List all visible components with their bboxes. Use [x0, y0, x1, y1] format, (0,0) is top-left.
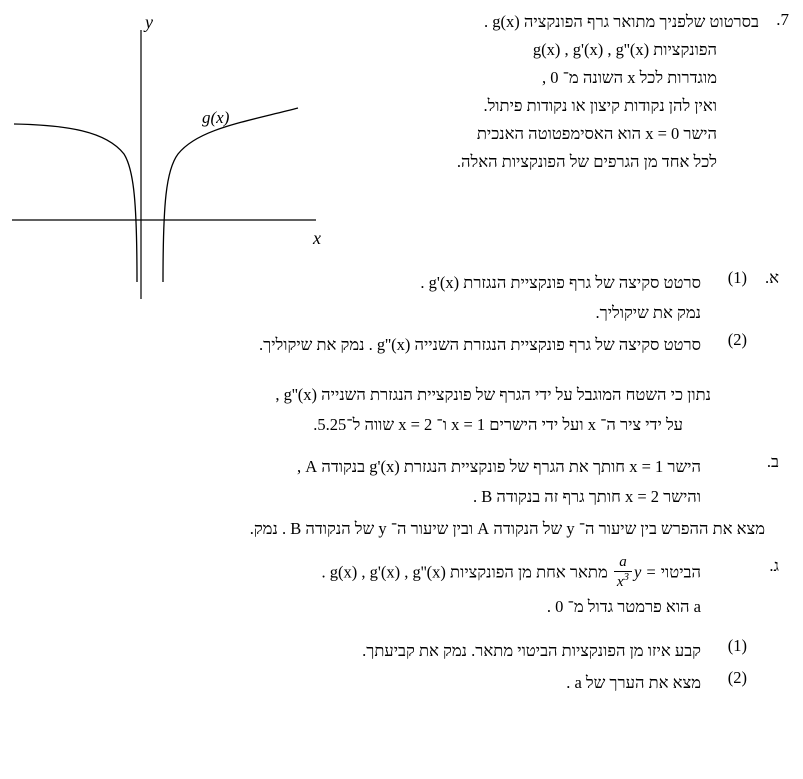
part-c-tag: ג.	[769, 556, 779, 575]
question-body	[21, 268, 779, 700]
part-b-line-1: הישר x = 1 חותך את הגרף של פונקציית הנגזרת g'(x) בנקודה A ,	[297, 457, 701, 476]
part-c-item-1	[21, 636, 779, 666]
curve-right-branch	[163, 108, 298, 282]
part-a-item-1-line-1: סרטט סקיצה של גרף פונקציית הנגזרת g'(x) .	[420, 273, 701, 292]
part-b-line-3: מצא את ההפרש בין שיעור ה־ y של הנקודה A ובין שיעור ה־ y של הנקודה B . נמק.	[249, 519, 765, 538]
fraction-numerator: a	[619, 554, 627, 570]
question-number: 7.	[776, 10, 789, 29]
x-axis-label: x	[313, 228, 321, 248]
curve-label: g(x)	[202, 108, 230, 127]
part-a-item-1-line-2: נמק את שיקוליך.	[595, 303, 701, 322]
question-intro	[359, 8, 759, 176]
curve-left-branch	[14, 124, 137, 282]
part-b	[21, 452, 779, 512]
part-c-item-2-number: (2)	[727, 667, 747, 687]
fraction-denominator-base: x	[616, 573, 624, 590]
part-c-item-1-number: (1)	[727, 635, 747, 655]
spacer-after-part-b	[21, 544, 779, 556]
part-a-tag: א.	[764, 268, 779, 287]
intro-line-6: לכל אחד מן הגרפים של הפונקציות האלה.	[456, 152, 717, 171]
part-c-line-1-pre: הביטוי	[660, 562, 701, 582]
part-c	[21, 556, 779, 622]
part-a-item-2	[21, 330, 779, 360]
part-c-item-1-text: קבע איזו מן הפונקציות הביטוי מתאר. נמק את קביעתך.	[362, 640, 701, 660]
spacer-before-part-c-items	[21, 624, 779, 636]
intro-line-1: בסרטוט שלפניך מתואר גרף הפונקציה g(x) .	[484, 12, 759, 31]
part-c-item-2-text: מצא את הערך של a .	[566, 672, 701, 692]
intro-line-4: ואין להן נקודות קיצון או נקודות פיתול.	[483, 96, 717, 115]
given-line-1: נתון כי השטח המוגבל על ידי הגרף של פונקציית הנגזרת השנייה g''(x) ,	[275, 385, 711, 404]
part-b-line-2: והישר x = 2 חותך גרף זה בנקודה B .	[472, 487, 701, 506]
y-axis-label: y	[145, 12, 153, 32]
part-a-item-1-number: (1)	[727, 268, 747, 287]
part-c-equation-lhs: y =	[633, 562, 657, 582]
spacer-after-part-a	[21, 362, 779, 380]
spacer-after-given	[21, 440, 779, 452]
intro-line-5: הישר x = 0 הוא האסימפטוטה האנכית	[476, 124, 717, 143]
part-a-item-2-line-1: סרטט סקיצה של גרף פונקציית הנגזרת השנייה g''(x) . נמק את שיקוליך.	[259, 335, 701, 354]
intro-line-2: הפונקציות g(x) , g'(x) , g''(x)	[532, 40, 717, 59]
part-a-item-2-number: (2)	[727, 330, 747, 349]
part-a-item-1	[21, 268, 779, 328]
intro-line-3: מוגדרות לכל x השונה מ־ 0 ,	[541, 68, 717, 87]
given-area-value: 5.25	[317, 415, 347, 434]
fraction-a-over-x-cubed	[614, 555, 632, 591]
given-line-2	[21, 410, 779, 440]
given-line-2-text: על ידי ציר ה־ x ועל ידי הישרים x = 1 ו־ x = 2 שווה ל־	[346, 415, 683, 434]
part-c-line-2: a הוא פרמטר גדול מ־ 0 .	[546, 596, 701, 616]
part-c-item-2	[21, 668, 779, 698]
part-c-line-1	[21, 556, 701, 592]
part-b-tag: ב.	[766, 452, 779, 471]
fraction-denominator	[614, 571, 632, 591]
given-line-2-period: .	[313, 415, 318, 434]
fraction-denominator-power: 3	[623, 570, 629, 583]
part-c-line-1-post: מתאר אחת מן הפונקציות g(x) , g'(x) , g''(x) .	[321, 562, 608, 582]
